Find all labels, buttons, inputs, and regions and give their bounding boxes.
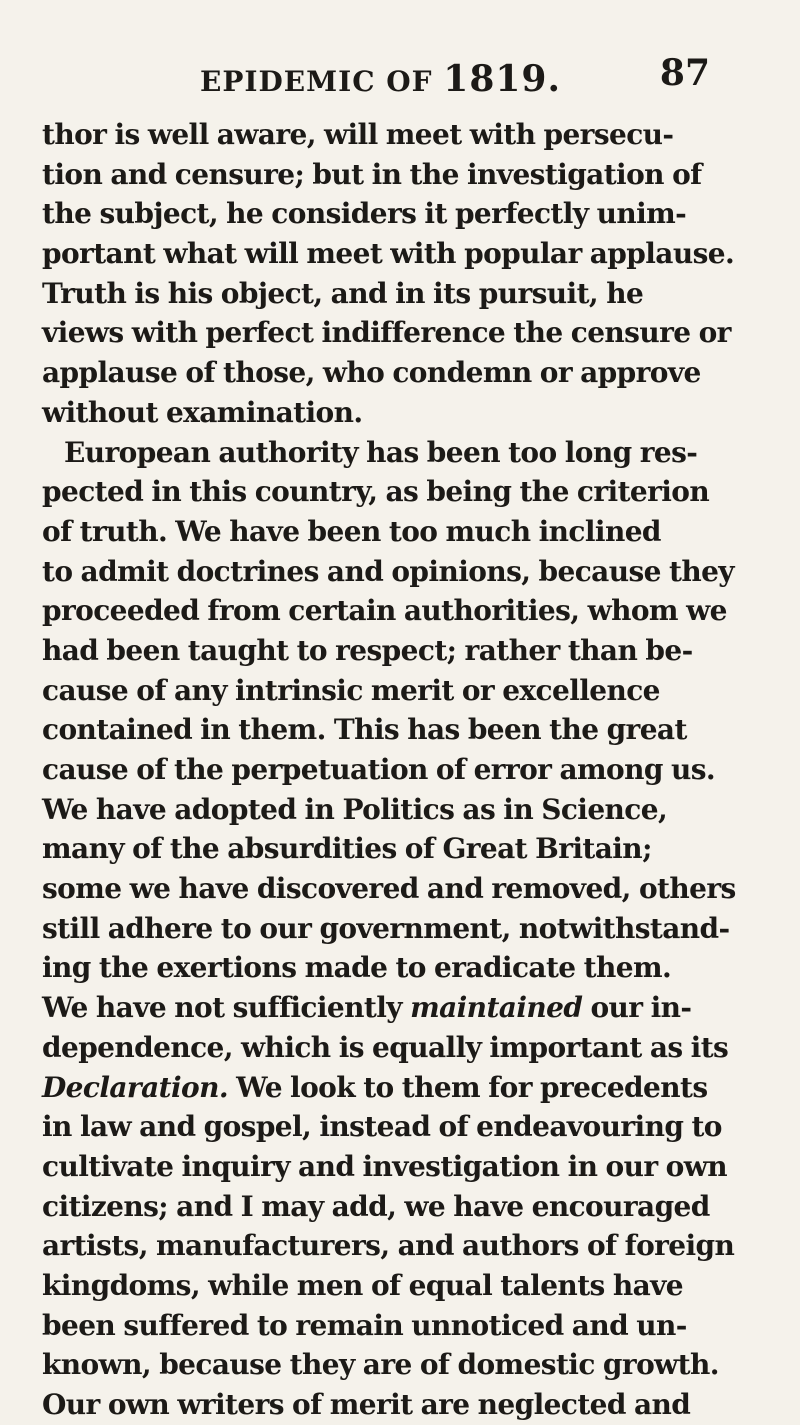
text-line: Truth is his object, and in its pursuit, he — [42, 276, 644, 310]
text-line: some we have discovered and removed, others — [42, 872, 736, 906]
running-head — [200, 52, 720, 108]
text-line: had been taught to respect; rather than be- — [42, 633, 693, 667]
text-line: Our own writers of merit are neglected and — [42, 1388, 691, 1421]
text-line: without examination. — [42, 395, 363, 429]
text-line: known, because they are of domestic growth. — [42, 1348, 719, 1382]
text-line: citizens; and I may add, we have encouraged — [42, 1189, 710, 1223]
text-line: thor is well aware, will meet with persecu- — [42, 118, 674, 151]
running-title-year: 1819. — [443, 58, 561, 100]
text-line: ing the exertions made to eradicate them. — [42, 951, 672, 985]
running-title-text: EPIDEMIC OF — [200, 65, 444, 98]
running-title — [200, 58, 561, 100]
text-line: many of the absurdities of Great Britain; — [42, 832, 652, 866]
page-number: 87 — [659, 52, 710, 94]
text-line: cause of any intrinsic merit or excellence — [42, 673, 660, 707]
text-segment: our in- — [582, 991, 692, 1025]
text-line: We have adopted in Politics as in Science, — [42, 792, 668, 826]
text-line-with-italic — [42, 1068, 766, 1108]
paragraph-start-line: European authority has been too long res- — [64, 435, 698, 469]
text-line: views with perfect indifference the censure or — [42, 316, 731, 350]
italic-word: Declaration. — [42, 1070, 228, 1104]
text-line: applause of those, who condemn or approve — [42, 356, 701, 390]
text-line: to admit doctrines and opinions, because they — [42, 554, 734, 588]
text-line: cultivate inquiry and investigation in our own — [42, 1149, 727, 1183]
italic-word: maintained — [410, 991, 583, 1025]
text-segment: We have not sufficiently — [42, 991, 411, 1025]
text-line: kingdoms, while men of equal talents have — [42, 1268, 684, 1302]
text-line: of truth. We have been too much inclined — [42, 514, 661, 548]
text-line: portant what will meet with popular applause. — [42, 237, 735, 271]
text-line: artists, manufacturers, and authors of foreign — [42, 1229, 735, 1263]
text-line: dependence, which is equally important as its — [42, 1030, 729, 1064]
text-line: tion and censure; but in the investigation of — [42, 157, 702, 191]
text-line: proceeded from certain authorities, whom we — [42, 594, 727, 628]
text-line: pected in this country, as being the criterion — [42, 475, 710, 509]
text-line: still adhere to our government, notwithstand- — [42, 911, 730, 945]
text-line-with-italic — [42, 988, 766, 1028]
text-line: contained in them. This has been the great — [42, 713, 687, 747]
text-line: in law and gospel, instead of endeavouring to — [42, 1110, 722, 1144]
text-segment: We look to them for precedents — [227, 1070, 708, 1104]
text-line: been suffered to remain unnoticed and un- — [42, 1308, 687, 1342]
body-text — [42, 115, 766, 1425]
text-line: the subject, he considers it perfectly unim- — [42, 197, 687, 231]
text-line: cause of the perpetuation of error among us. — [42, 753, 716, 786]
